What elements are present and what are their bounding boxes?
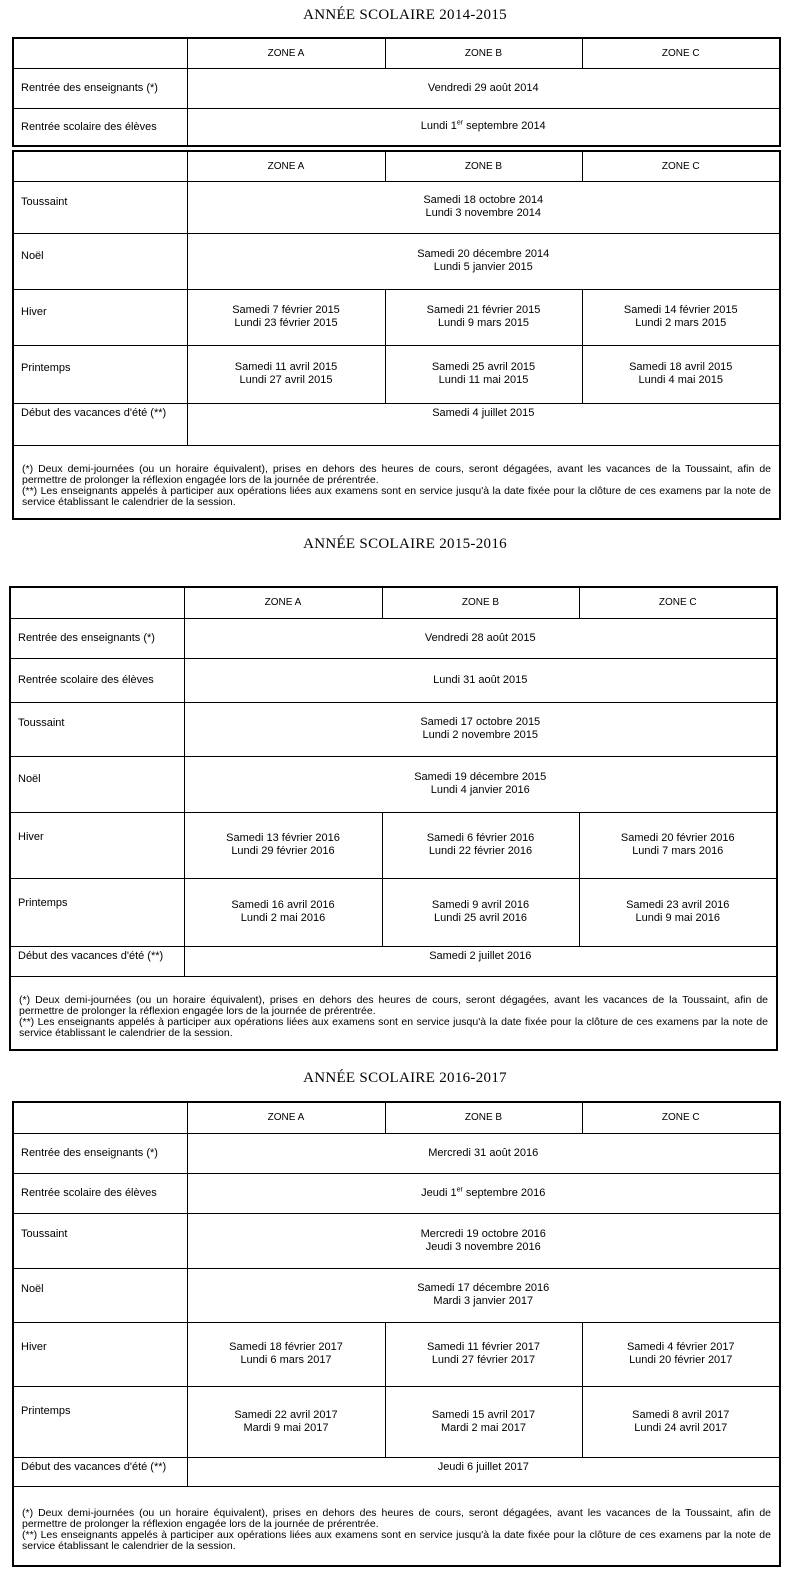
- toussaint-dates: Mercredi 19 octobre 2016 Jeudi 3 novembre 2016: [187, 1213, 780, 1268]
- noel-dates: Samedi 20 décembre 2014 Lundi 5 janvier 2015: [187, 233, 780, 289]
- printemps-label: Printemps: [10, 878, 184, 946]
- printemps-zone-b: Samedi 15 avril 2017 Mardi 2 mai 2017: [385, 1386, 582, 1457]
- ete-label: Début des vacances d'été (**): [10, 946, 184, 976]
- rentree-eleves-label: Rentrée scolaire des élèves: [13, 1173, 187, 1213]
- hiver-zone-a: Samedi 18 février 2017 Lundi 6 mars 2017: [187, 1322, 385, 1386]
- noel-label: Noël: [13, 233, 187, 289]
- hiver-zone-c: Samedi 20 février 2016 Lundi 7 mars 2016: [579, 812, 777, 878]
- noel-label: Noël: [10, 756, 184, 812]
- zone-c-header: ZONE C: [582, 1102, 780, 1133]
- noel-dates: Samedi 17 décembre 2016 Mardi 3 janvier 2017: [187, 1268, 780, 1322]
- hiver-zone-b: Samedi 21 février 2015 Lundi 9 mars 2015: [385, 289, 582, 345]
- zone-b-header: ZONE B: [385, 38, 582, 68]
- hiver-zone-a: Samedi 13 février 2016 Lundi 29 février 2016: [184, 812, 382, 878]
- printemps-zone-b: Samedi 25 avril 2015 Lundi 11 mai 2015: [385, 345, 582, 403]
- printemps-label: Printemps: [13, 345, 187, 403]
- rentree-eleves-value: Lundi 31 août 2015: [184, 658, 777, 702]
- table-2016-2017: [12, 1101, 781, 1567]
- zone-b-header: ZONE B: [385, 151, 582, 181]
- printemps-zone-c: Samedi 18 avril 2015 Lundi 4 mai 2015: [582, 345, 780, 403]
- toussaint-label: Toussaint: [13, 1213, 187, 1268]
- footnote-1: (*) Deux demi-journées (ou un horaire équivalent), prises en dehors des heures de cours, seront dégagées, avant les vacances de la Toussaint, afin de permettre de prolonger la réflexion engagée lors de la journée de prérentrée.: [19, 994, 768, 1018]
- rentree-eleves-value: Jeudi 1er septembre 2016: [187, 1173, 780, 1213]
- zone-b-header: ZONE B: [385, 1102, 582, 1133]
- rentree-enseignants-label: Rentrée des enseignants (*): [10, 618, 184, 658]
- ete-label: Début des vacances d'été (**): [13, 1457, 187, 1486]
- toussaint-dates: Samedi 17 octobre 2015 Lundi 2 novembre 2015: [184, 702, 777, 756]
- toussaint-label: Toussaint: [10, 702, 184, 756]
- rentree-eleves-label: Rentrée scolaire des élèves: [13, 108, 187, 146]
- footnotes: [10, 976, 777, 1050]
- hiver-zone-a: Samedi 7 février 2015 Lundi 23 février 2015: [187, 289, 385, 345]
- rentree-enseignants-value: Vendredi 29 août 2014: [187, 68, 780, 108]
- year-title-2014-2015: ANNÉE SCOLAIRE 2014-2015: [303, 7, 507, 23]
- footnote-2: (**) Les enseignants appelés à participer aux opérations liées aux examens sont en service jusqu'à la date fixée pour la clôture de ces examens par la note de service établissant le calendrier de la session.: [22, 1529, 771, 1553]
- zone-c-header: ZONE C: [582, 151, 780, 181]
- ete-value: Jeudi 6 juillet 2017: [187, 1457, 780, 1486]
- year-title-2016-2017: ANNÉE SCOLAIRE 2016-2017: [303, 1070, 507, 1086]
- toussaint-dates: Samedi 18 octobre 2014 Lundi 3 novembre 2014: [187, 181, 780, 233]
- hiver-zone-c: Samedi 14 février 2015 Lundi 2 mars 2015: [582, 289, 780, 345]
- zone-c-header: ZONE C: [579, 587, 777, 618]
- zone-a-header: ZONE A: [187, 1102, 385, 1133]
- rentree-enseignants-value: Mercredi 31 août 2016: [187, 1133, 780, 1173]
- printemps-zone-a: Samedi 11 avril 2015 Lundi 27 avril 2015: [187, 345, 385, 403]
- table-2015-2016: [9, 586, 778, 1051]
- hiver-label: Hiver: [10, 812, 184, 878]
- footnote-2: (**) Les enseignants appelés à participer aux opérations liées aux examens sont en service jusqu'à la date fixée pour la clôture de ces examens par la note de service établissant le calendrier de la session.: [22, 485, 771, 509]
- printemps-zone-c: Samedi 8 avril 2017 Lundi 24 avril 2017: [582, 1386, 780, 1457]
- printemps-zone-b: Samedi 9 avril 2016 Lundi 25 avril 2016: [382, 878, 579, 946]
- zone-a-header: ZONE A: [187, 38, 385, 68]
- hiver-zone-b: Samedi 11 février 2017 Lundi 27 février 2017: [385, 1322, 582, 1386]
- zone-b-header: ZONE B: [382, 587, 579, 618]
- zone-c-header: ZONE C: [582, 38, 780, 68]
- noel-dates: Samedi 19 décembre 2015 Lundi 4 janvier 2016: [184, 756, 777, 812]
- rentree-enseignants-value: Vendredi 28 août 2015: [184, 618, 777, 658]
- printemps-zone-a: Samedi 22 avril 2017 Mardi 9 mai 2017: [187, 1386, 385, 1457]
- year-title-2015-2016: ANNÉE SCOLAIRE 2015-2016: [303, 536, 507, 552]
- zone-a-header: ZONE A: [187, 151, 385, 181]
- hiver-zone-b: Samedi 6 février 2016 Lundi 22 février 2016: [382, 812, 579, 878]
- footnote-2: (**) Les enseignants appelés à participer aux opérations liées aux examens sont en service jusqu'à la date fixée pour la clôture de ces examens par la note de service établissant le calendrier de la session.: [19, 1016, 768, 1040]
- noel-label: Noël: [13, 1268, 187, 1322]
- footnote-1: (*) Deux demi-journées (ou un horaire équivalent), prises en dehors des heures de cours, seront dégagées, avant les vacances de la Toussaint, afin de permettre de prolonger la réflexion engagée lors de la journée de prérentrée.: [22, 463, 771, 487]
- rentree-enseignants-label: Rentrée des enseignants (*): [13, 1133, 187, 1173]
- table-2014-2015-vacances: [12, 150, 781, 520]
- table-2014-2015-rentree: [12, 37, 781, 147]
- printemps-zone-c: Samedi 23 avril 2016 Lundi 9 mai 2016: [579, 878, 777, 946]
- rentree-eleves-value: Lundi 1er septembre 2014: [187, 108, 780, 146]
- toussaint-label: Toussaint: [13, 181, 187, 233]
- footnotes: [13, 445, 780, 519]
- header-blank-cell: [13, 38, 187, 68]
- ete-value: Samedi 4 juillet 2015: [187, 403, 780, 445]
- header-blank-cell: [13, 1102, 187, 1133]
- zone-a-header: ZONE A: [184, 587, 382, 618]
- ete-label: Début des vacances d'été (**): [13, 403, 187, 445]
- printemps-zone-a: Samedi 16 avril 2016 Lundi 2 mai 2016: [184, 878, 382, 946]
- header-blank-cell: [13, 151, 187, 181]
- hiver-label: Hiver: [13, 289, 187, 345]
- footnotes: [13, 1486, 780, 1566]
- hiver-zone-c: Samedi 4 février 2017 Lundi 20 février 2017: [582, 1322, 780, 1386]
- ete-value: Samedi 2 juillet 2016: [184, 946, 777, 976]
- printemps-label: Printemps: [13, 1386, 187, 1457]
- header-blank-cell: [10, 587, 184, 618]
- rentree-eleves-label: Rentrée scolaire des élèves: [10, 658, 184, 702]
- footnote-1: (*) Deux demi-journées (ou un horaire équivalent), prises en dehors des heures de cours, seront dégagées, avant les vacances de la Toussaint, afin de permettre de prolonger la réflexion engagée lors de la journée de prérentrée.: [22, 1507, 771, 1531]
- rentree-enseignants-label: Rentrée des enseignants (*): [13, 68, 187, 108]
- hiver-label: Hiver: [13, 1322, 187, 1386]
